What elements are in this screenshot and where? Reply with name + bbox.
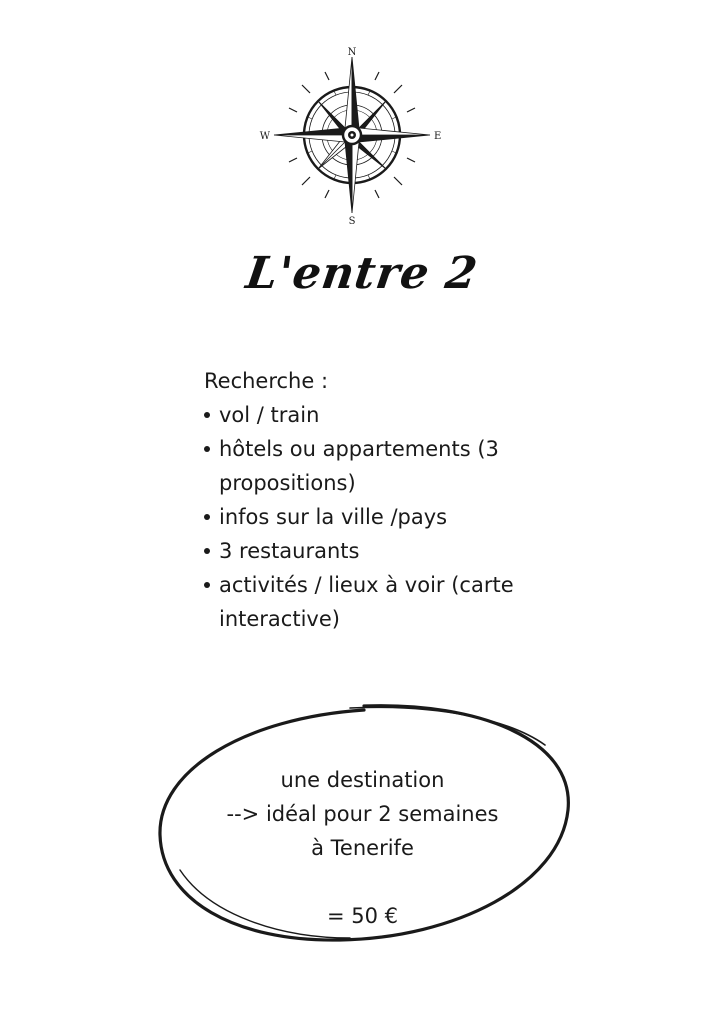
offer-line: à Tenerife (311, 836, 414, 860)
research-list (204, 398, 544, 636)
offer-line: --> idéal pour 2 semaines (226, 802, 499, 826)
compass-west-label: W (259, 131, 270, 142)
offer-spacer (180, 865, 545, 899)
compass-rose-icon (259, 47, 442, 227)
list-item: activités / lieux à voir (carte interactive) (204, 568, 544, 636)
list-item: 3 restaurants (204, 534, 544, 568)
compass-north-label: N (347, 47, 357, 58)
list-item: infos sur la ville /pays (204, 500, 544, 534)
list-item: vol / train (204, 398, 544, 432)
compass-south-label: S (348, 216, 356, 227)
page-title: L'entre 2 (242, 248, 481, 299)
offer-line: une destination (280, 768, 445, 792)
offer-box (180, 763, 545, 933)
compass-east-label: E (434, 131, 442, 142)
offer-price: = 50 € (326, 904, 399, 928)
service-description (204, 364, 544, 636)
research-heading: Recherche : (204, 369, 329, 393)
list-item: hôtels ou appartements (3 propositions) (204, 432, 544, 500)
